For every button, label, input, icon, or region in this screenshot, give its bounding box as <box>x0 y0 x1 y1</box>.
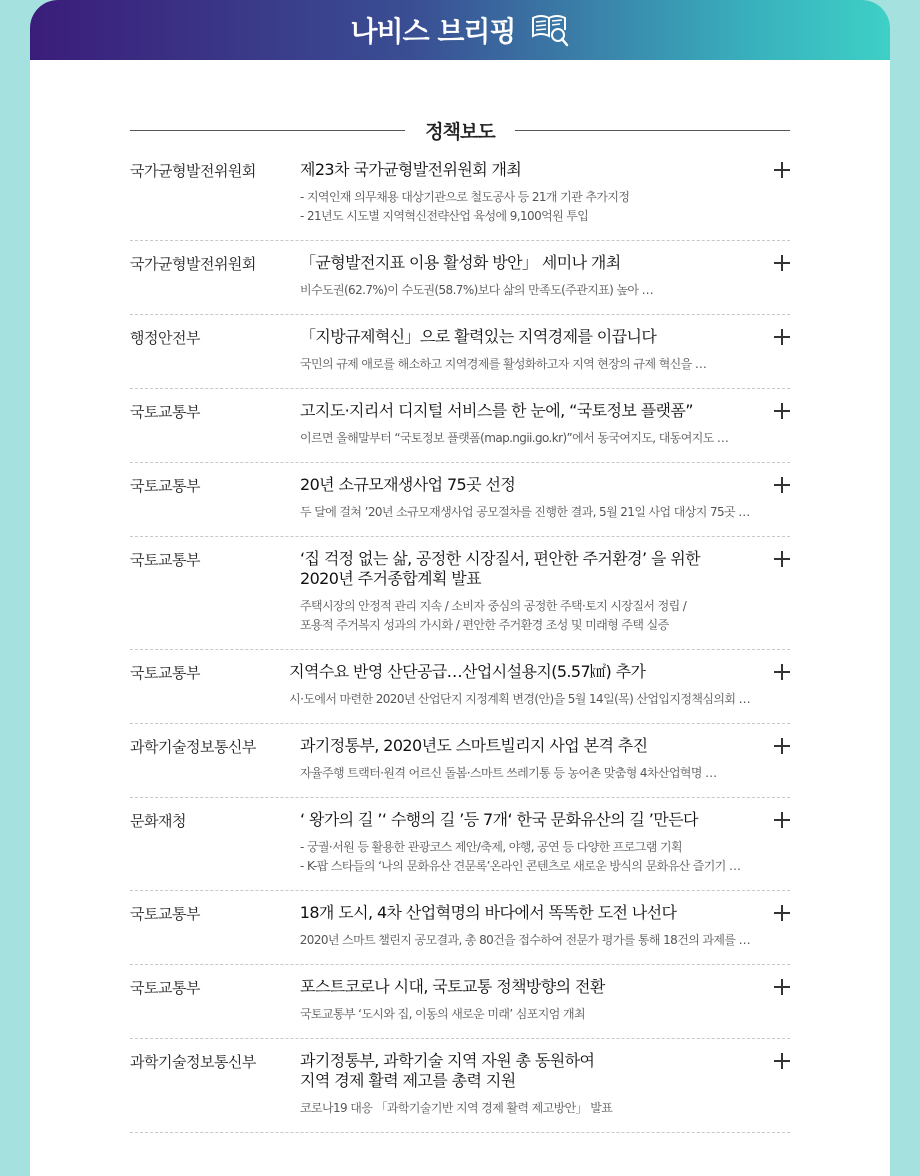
news-item[interactable] <box>130 463 790 537</box>
news-org: 국토교통부 <box>130 403 200 421</box>
expand-plus-icon[interactable] <box>774 664 790 680</box>
expand-plus-icon[interactable] <box>774 1053 790 1069</box>
news-summary-line: - 21년도 시도별 지역혁신전략산업 육성에 9,100억원 투입 <box>300 209 589 223</box>
news-title[interactable]: ‘ 왕가의 길 ’‘ 수행의 길 ’등 7개‘ 한국 문화유산의 길 ’만든다 <box>300 810 698 829</box>
news-summary-line: 시·도에서 마련한 2020년 산업단지 지정계획 변경(안)을 5월 14일(목) 산업입지정책심의회 … <box>289 692 750 706</box>
news-item[interactable] <box>130 241 790 315</box>
news-title[interactable]: 과기정통부, 2020년도 스마트빌리지 사업 본격 추진 <box>300 736 648 755</box>
news-org: 국가균형발전위원회 <box>130 255 256 273</box>
news-summary <box>300 764 750 783</box>
news-org: 행정안전부 <box>130 329 200 347</box>
news-item[interactable] <box>130 965 790 1039</box>
news-summary-line: - K-팝 스타들의 ‘나의 문화유산 견문록’온라인 콘텐츠로 새로운 방식의 문화유산 즐기기 … <box>300 859 741 873</box>
news-org: 국토교통부 <box>130 551 200 569</box>
news-org: 과학기술정보통신부 <box>130 1053 256 1071</box>
expand-plus-icon[interactable] <box>774 905 790 921</box>
expand-plus-icon[interactable] <box>774 255 790 271</box>
news-item[interactable] <box>130 798 790 891</box>
news-summary <box>300 931 750 950</box>
news-org: 국토교통부 <box>130 477 200 495</box>
news-summary-line: 비수도권(62.7%)이 수도권(58.7%)보다 삶의 만족도(주관지표) 높아 … <box>300 283 654 297</box>
news-summary-line: - 지역인재 의무채용 대상기관으로 철도공사 등 21개 기관 추가지정 <box>300 190 630 204</box>
news-org: 과학기술정보통신부 <box>130 738 256 756</box>
news-body <box>300 1051 790 1118</box>
news-title[interactable]: ‘집 걱정 없는 삶, 공정한 시장질서, 편안한 주거환경’ 을 위한 2020년 주거종합계획 발표 <box>300 549 701 588</box>
news-title[interactable]: 제23차 국가균형발전위원회 개최 <box>300 160 522 179</box>
section-title: 정책보도 <box>425 120 495 143</box>
news-body <box>300 977 790 1024</box>
news-item[interactable] <box>130 537 790 650</box>
news-item[interactable] <box>130 148 790 241</box>
news-summary <box>300 1005 750 1024</box>
news-summary-line: - 궁궐·서원 등 활용한 관광코스 제안/축제, 야행, 공연 등 다양한 프로그램 기획 <box>300 840 682 854</box>
news-title[interactable]: 「지방규제혁신」으로 활력있는 지역경제를 이끕니다 <box>300 327 657 346</box>
news-item[interactable] <box>130 389 790 463</box>
news-org: 국가균형발전위원회 <box>130 162 256 180</box>
news-summary <box>300 838 750 876</box>
news-summary <box>300 503 750 522</box>
news-summary-line: 코로나19 대응 「과학기술기반 지역 경제 활력 제고방안」 발표 <box>300 1101 613 1115</box>
news-org: 국토교통부 <box>130 664 200 682</box>
divider-left <box>130 130 405 131</box>
news-body <box>300 549 790 635</box>
news-title[interactable]: 과기정통부, 과학기술 지역 자원 총 동원하여 지역 경제 활력 제고를 총력 지원 <box>300 1051 595 1090</box>
news-body <box>300 903 790 950</box>
expand-plus-icon[interactable] <box>774 738 790 754</box>
news-org: 국토교통부 <box>130 905 200 923</box>
expand-plus-icon[interactable] <box>774 477 790 493</box>
book-search-icon <box>530 12 570 48</box>
news-body <box>300 327 790 374</box>
news-summary <box>300 188 750 226</box>
news-org: 문화재청 <box>130 812 186 830</box>
expand-plus-icon[interactable] <box>774 403 790 419</box>
news-body <box>300 160 790 226</box>
news-item[interactable] <box>130 315 790 389</box>
news-title[interactable]: 고지도·지리서 디지털 서비스를 한 눈에, “국토정보 플랫폼” <box>300 401 693 420</box>
news-org: 국토교통부 <box>130 979 200 997</box>
news-summary-line: 자율주행 트랙터·원격 어르신 돌봄·스마트 쓰레기통 등 농어촌 맞춤형 4차산업혁명 … <box>300 766 717 780</box>
news-summary-line: 국토교통부 ‘도시와 집, 이동의 새로운 미래’ 심포지엄 개최 <box>300 1007 585 1021</box>
news-summary <box>289 690 750 709</box>
news-summary-line: 포용적 주거복지 성과의 가시화 / 편안한 주거환경 조성 및 미래형 주택 실증 <box>300 618 669 632</box>
news-summary-line: 주택시장의 안정적 관리 지속 / 소비자 중심의 공정한 주택·토지 시장질서 정립 / <box>300 599 687 613</box>
news-body <box>300 810 790 876</box>
news-summary <box>300 355 750 374</box>
news-list <box>130 148 790 1133</box>
news-item[interactable] <box>130 724 790 798</box>
news-summary <box>300 281 750 300</box>
news-item[interactable] <box>130 1039 790 1133</box>
news-summary <box>300 429 750 448</box>
news-title[interactable]: 18개 도시, 4차 산업혁명의 바다에서 똑똑한 도전 나선다 <box>299 903 677 922</box>
expand-plus-icon[interactable] <box>774 812 790 828</box>
expand-plus-icon[interactable] <box>774 979 790 995</box>
news-summary-line: 2020년 스마트 챌린지 공모결과, 총 80건을 접수하여 전문가 평가를 통해 18건의 과제를 … <box>299 933 750 947</box>
news-summary-line: 이르면 올해말부터 “국토정보 플랫폼(map.ngii.go.kr)”에서 동국여지도, 대동여지도 … <box>300 431 729 445</box>
expand-plus-icon[interactable] <box>774 162 790 178</box>
news-title[interactable]: 지역수요 반영 산단공급…산업시설용지(5.57㎢) 추가 <box>289 662 646 681</box>
news-title[interactable]: 「균형발전지표 이용 활성화 방안」 세미나 개최 <box>300 253 621 272</box>
news-item[interactable] <box>130 891 790 965</box>
news-item[interactable] <box>130 650 790 724</box>
news-summary-line: 두 달에 걸쳐 ’20년 소규모재생사업 공모절차를 진행한 결과, 5월 21일 사업 대상지 75곳 … <box>300 505 750 519</box>
news-title[interactable]: 20년 소규모재생사업 75곳 선정 <box>300 475 516 494</box>
news-summary <box>300 597 750 635</box>
news-body <box>300 736 790 783</box>
news-summary <box>300 1099 750 1118</box>
section-heading <box>130 118 790 142</box>
news-body <box>300 475 790 522</box>
divider-right <box>515 130 790 131</box>
briefing-card <box>30 0 890 1176</box>
news-body <box>289 662 790 709</box>
news-title[interactable]: 포스트코로나 시대, 국토교통 정책방향의 전환 <box>300 977 605 996</box>
news-body <box>300 253 790 300</box>
header-title: 나비스 브리핑 <box>350 15 516 48</box>
news-body <box>300 401 790 448</box>
header-banner <box>30 0 890 60</box>
news-summary-line: 국민의 규제 애로를 해소하고 지역경제를 활성화하고자 지역 현장의 규제 혁신을 … <box>300 357 707 371</box>
expand-plus-icon[interactable] <box>774 551 790 567</box>
expand-plus-icon[interactable] <box>774 329 790 345</box>
